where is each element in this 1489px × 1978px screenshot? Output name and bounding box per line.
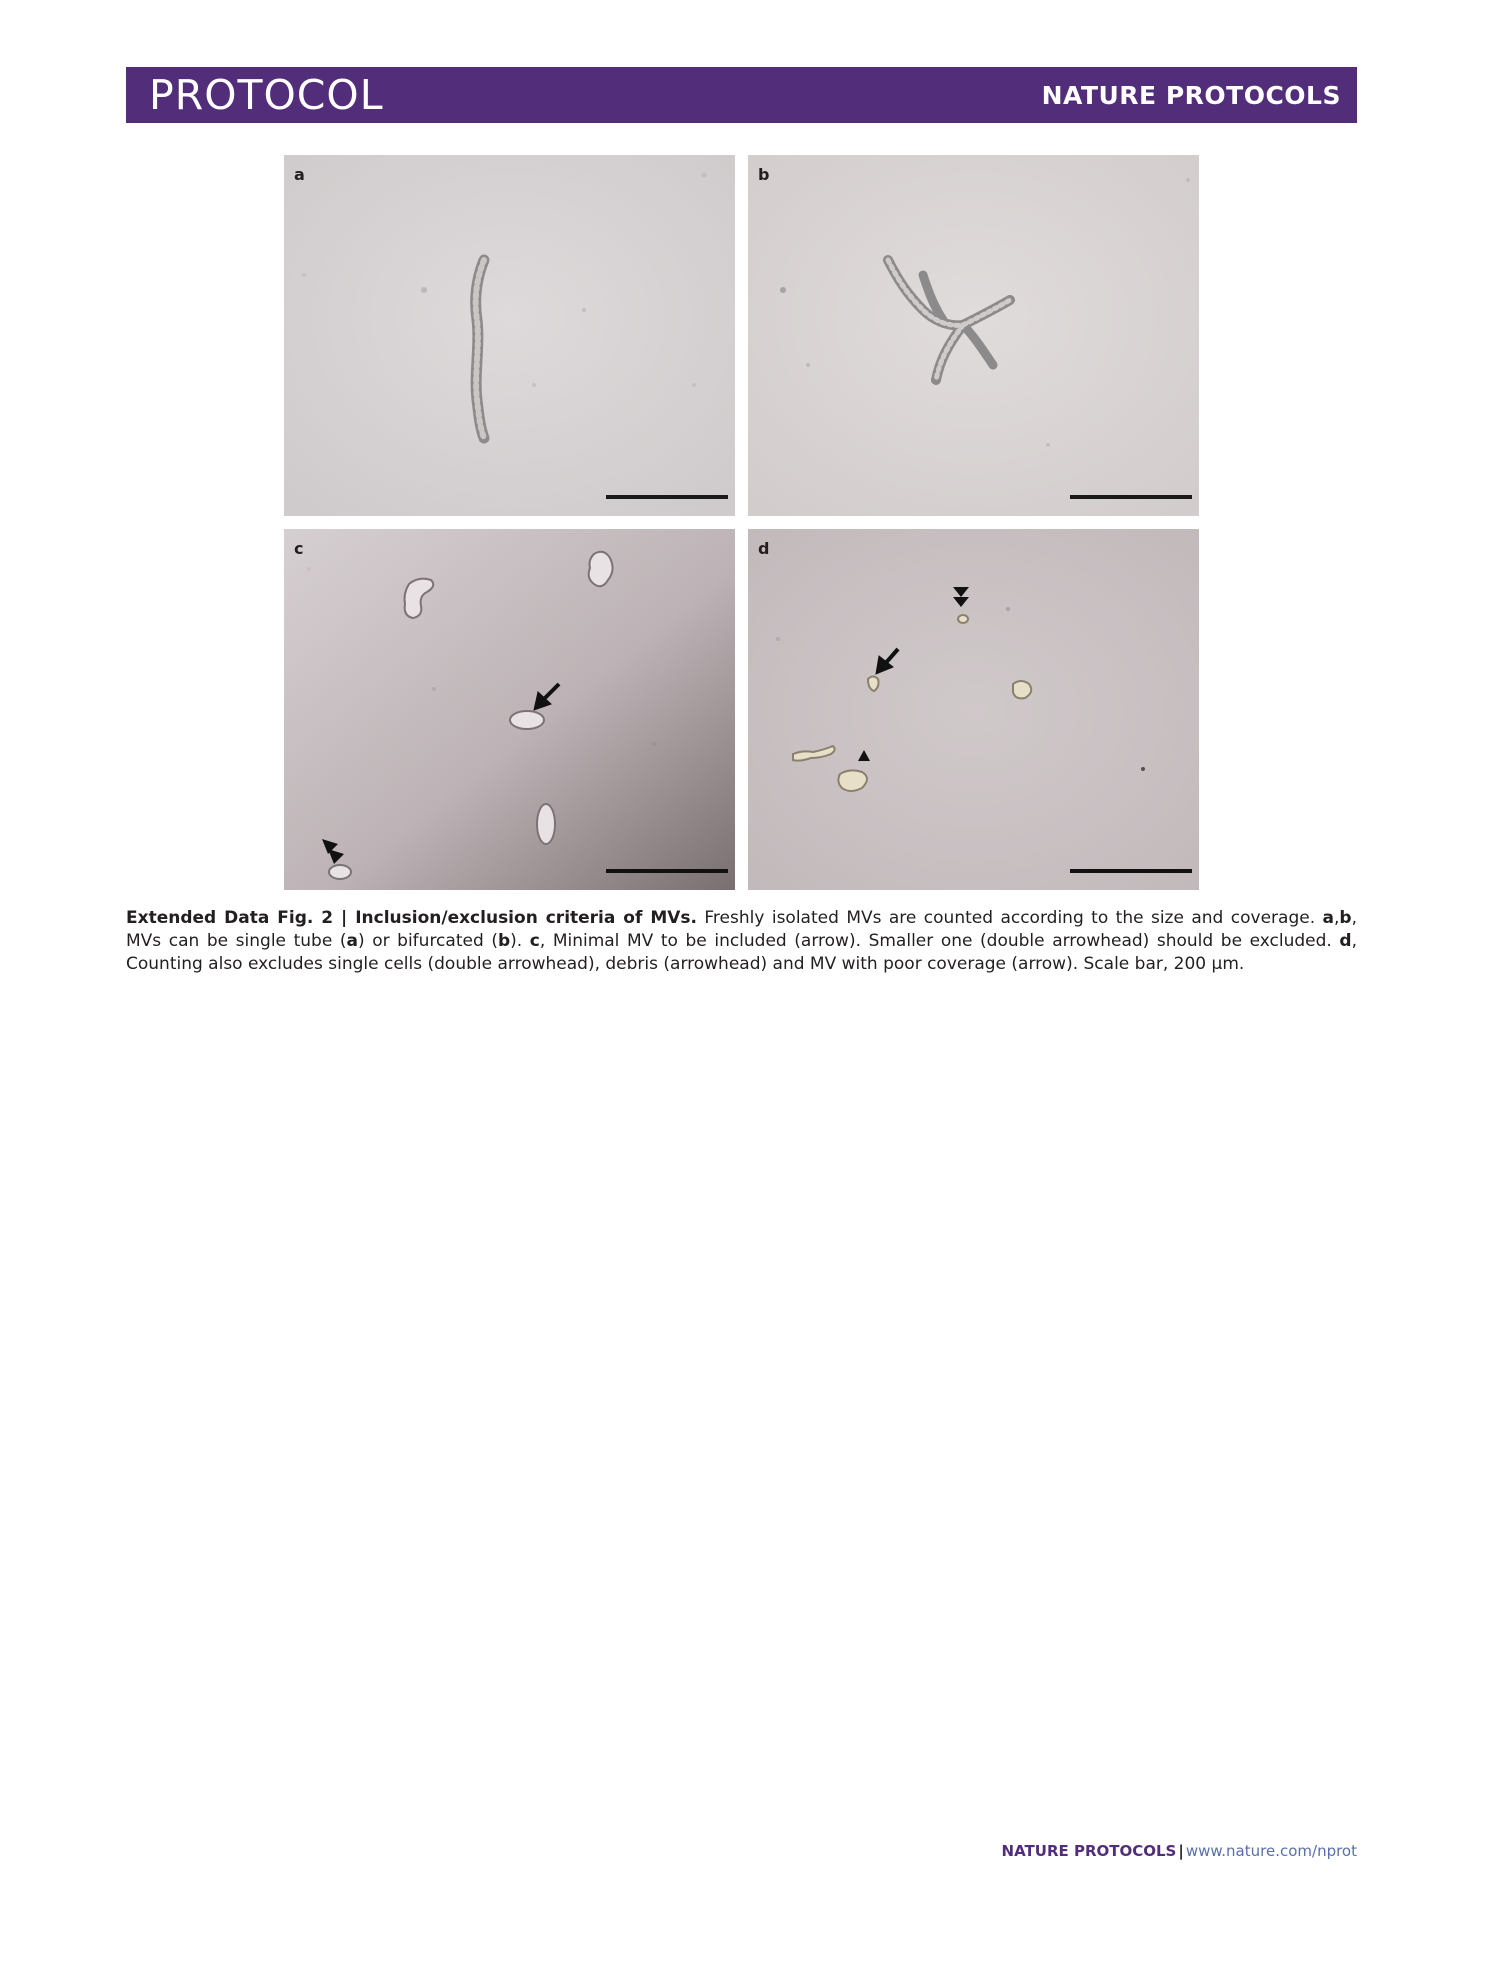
caption-ref-a: a bbox=[1322, 908, 1335, 928]
figure-panel-d bbox=[748, 529, 1199, 890]
footer-journal: NATURE PROTOCOLS bbox=[1001, 1842, 1177, 1860]
caption-ref-a: a bbox=[346, 931, 358, 951]
figure-panel-b bbox=[748, 155, 1199, 516]
header-bar bbox=[126, 67, 1357, 123]
footer-separator: | bbox=[1178, 1842, 1184, 1860]
panel-label-a: a bbox=[294, 165, 305, 184]
micrograph-c bbox=[284, 529, 735, 890]
caption-text: ) or bifurcated ( bbox=[357, 931, 498, 951]
caption-ref-b: b bbox=[497, 931, 511, 951]
panel-label-b: b bbox=[758, 165, 770, 184]
figure-panel-c bbox=[284, 529, 735, 890]
micrograph-a bbox=[284, 155, 735, 516]
micrograph-d bbox=[748, 529, 1199, 890]
figure-caption bbox=[126, 907, 1357, 976]
panel-label-c: c bbox=[294, 539, 304, 558]
page-footer bbox=[1002, 1842, 1357, 1860]
caption-text: Freshly isolated MVs are counted according to the size and coverage. bbox=[696, 908, 1323, 928]
caption-text: ). bbox=[510, 931, 530, 951]
footer-url-link[interactable]: www.nature.com/nprot bbox=[1185, 1842, 1357, 1860]
panel-label-d: d bbox=[758, 539, 770, 558]
micrograph-b bbox=[748, 155, 1199, 516]
caption-ref-b: b bbox=[1339, 908, 1352, 928]
caption-text: , Counting also excludes single cells (double arrowhead), debris (arrowhead) and MV with poor coverage (arrow). Scale bar, 200 µm. bbox=[126, 931, 1357, 974]
caption-ref-d: d bbox=[1339, 931, 1352, 951]
caption-title: Extended Data Fig. 2 | Inclusion/exclusion criteria of MVs. bbox=[126, 908, 697, 928]
caption-text: , MVs can be single tube ( bbox=[126, 908, 1357, 951]
caption-text: , bbox=[1334, 908, 1340, 928]
caption-ref-c: c bbox=[529, 931, 540, 951]
figure-panel-a bbox=[284, 155, 735, 516]
section-title: PROTOCOL bbox=[149, 71, 384, 119]
journal-name: NATURE PROTOCOLS bbox=[1041, 80, 1341, 110]
caption-text: , Minimal MV to be included (arrow). Smaller one (double arrowhead) should be excluded. bbox=[539, 931, 1340, 951]
